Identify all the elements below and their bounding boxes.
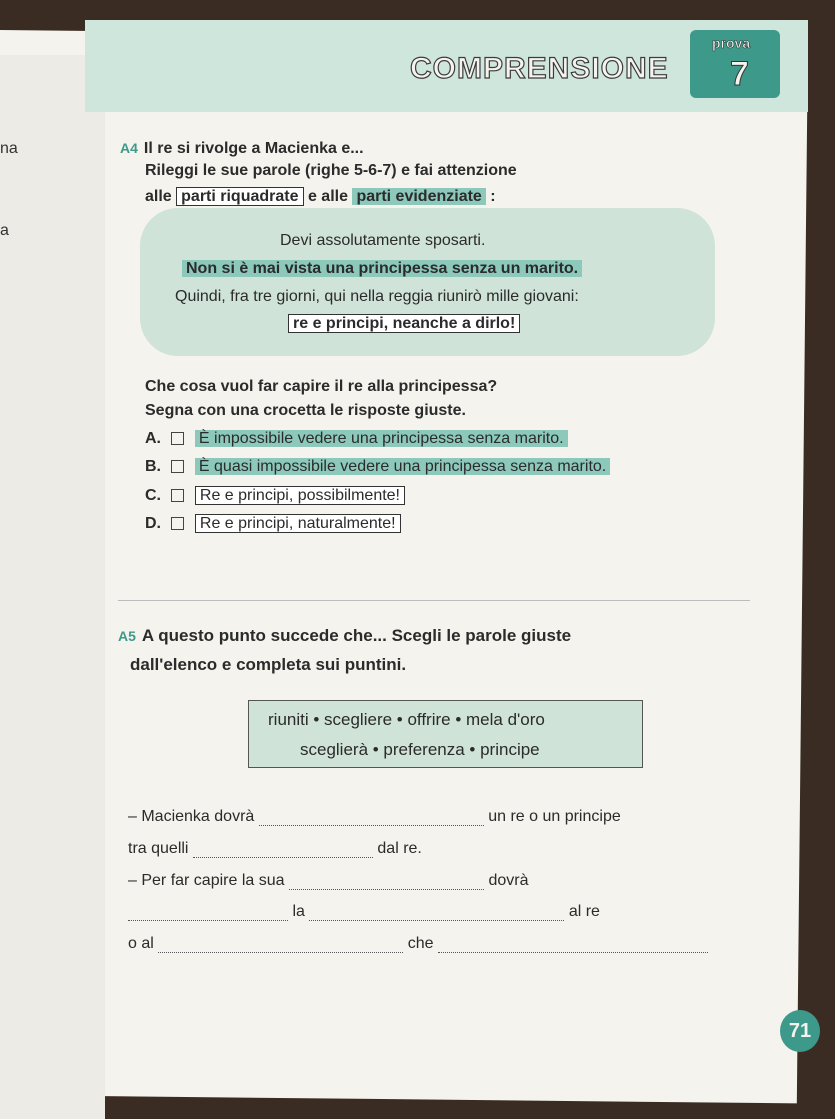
option-b-checkbox[interactable] [171, 460, 184, 473]
fill-3b: dovrà [488, 872, 529, 889]
page-number: 71 [780, 1010, 820, 1052]
prova-number: 7 [730, 55, 749, 93]
option-a-text: È impossibile vedere una principessa senza marito. [195, 430, 568, 447]
question-line-1: Che cosa vuol far capire il re alla principessa? [145, 378, 498, 395]
bubble-line-2 [182, 260, 582, 278]
question-line-2: Segna con una crocetta le risposte giuste. [145, 402, 466, 419]
option-c-text: Re e principi, possibilmente! [195, 486, 405, 505]
fill-2a: tra quelli [128, 840, 189, 857]
q5-line-1-text: A questo punto succede che... Scegli le parole giuste [141, 626, 572, 645]
instr-text-b: e alle [307, 188, 348, 205]
side-text-1: na [0, 140, 18, 157]
bubble-line-2-text: Non si è mai vista una principessa senza un marito. [182, 260, 582, 277]
word-list-line-1: riuniti • scegliere • offrire • mela d'oro [268, 710, 545, 729]
option-a-letter: A. [145, 430, 161, 447]
option-b [145, 458, 610, 476]
speech-bubble [140, 208, 715, 356]
bubble-line-4 [288, 315, 520, 333]
fill-1a: – Macienka dovrà [128, 808, 255, 825]
q4-title-text: Il re si rivolge a Macienka e... [143, 140, 364, 157]
option-c [145, 487, 405, 505]
fill-line-3 [128, 872, 528, 890]
side-text-2: a [0, 222, 9, 239]
blank-2[interactable] [193, 843, 373, 858]
q5-line-1 [118, 626, 571, 646]
fill-5b: che [407, 935, 434, 952]
option-d-checkbox[interactable] [171, 517, 184, 530]
fill-4b: al re [568, 903, 600, 920]
fill-1b: un re o un principe [488, 808, 621, 825]
blank-3[interactable] [289, 875, 484, 890]
option-d [145, 515, 401, 533]
blank-6[interactable] [158, 938, 403, 953]
word-list-line-2: sceglierà • preferenza • principe [300, 740, 540, 759]
fill-3a: – Per far capire la sua [128, 872, 285, 889]
blank-4[interactable] [128, 906, 288, 921]
fill-4a: la [292, 903, 305, 920]
option-c-checkbox[interactable] [171, 489, 184, 502]
fill-line-4 [128, 903, 600, 921]
instr-text-c: : [490, 188, 496, 205]
bubble-line-1: Devi assolutamente sposarti. [280, 232, 486, 249]
fill-2b: dal re. [377, 840, 422, 857]
instr-text-a: alle [145, 188, 172, 205]
option-a [145, 430, 568, 448]
q4-instr-1: Rileggi le sue parole (righe 5-6-7) e fai attenzione [145, 162, 517, 179]
option-d-letter: D. [145, 515, 161, 532]
bubble-line-3: Quindi, fra tre giorni, qui nella reggia riunirò mille giovani: [175, 288, 579, 305]
fill-line-1 [128, 808, 621, 826]
fill-5a: o al [128, 935, 154, 952]
left-page-edge [0, 55, 105, 1119]
blank-7[interactable] [438, 938, 708, 953]
option-c-letter: C. [145, 487, 161, 504]
option-b-letter: B. [145, 458, 161, 475]
fill-line-2 [128, 840, 422, 858]
section-divider [118, 600, 750, 601]
option-b-text: È quasi impossibile vedere una principessa senza marito. [195, 458, 610, 475]
q5-line-2: dall'elenco e completa sui puntini. [130, 655, 407, 674]
q4-title [120, 140, 364, 158]
q4-number: A4 [120, 140, 138, 156]
q5-number: A5 [118, 628, 136, 644]
instr-highlight-sample: parti evidenziate [352, 188, 485, 205]
option-a-checkbox[interactable] [171, 432, 184, 445]
blank-5[interactable] [309, 906, 564, 921]
section-title: COMPRENSIONE [410, 52, 669, 85]
q4-instr-2 [145, 188, 496, 206]
option-d-text: Re e principi, naturalmente! [195, 514, 401, 533]
prova-label: prova [712, 35, 751, 51]
fill-line-5 [128, 935, 708, 953]
instr-boxed-sample: parti riquadrate [176, 187, 303, 206]
blank-1[interactable] [259, 811, 484, 826]
bubble-line-4-text: re e principi, neanche a dirlo! [288, 314, 520, 333]
